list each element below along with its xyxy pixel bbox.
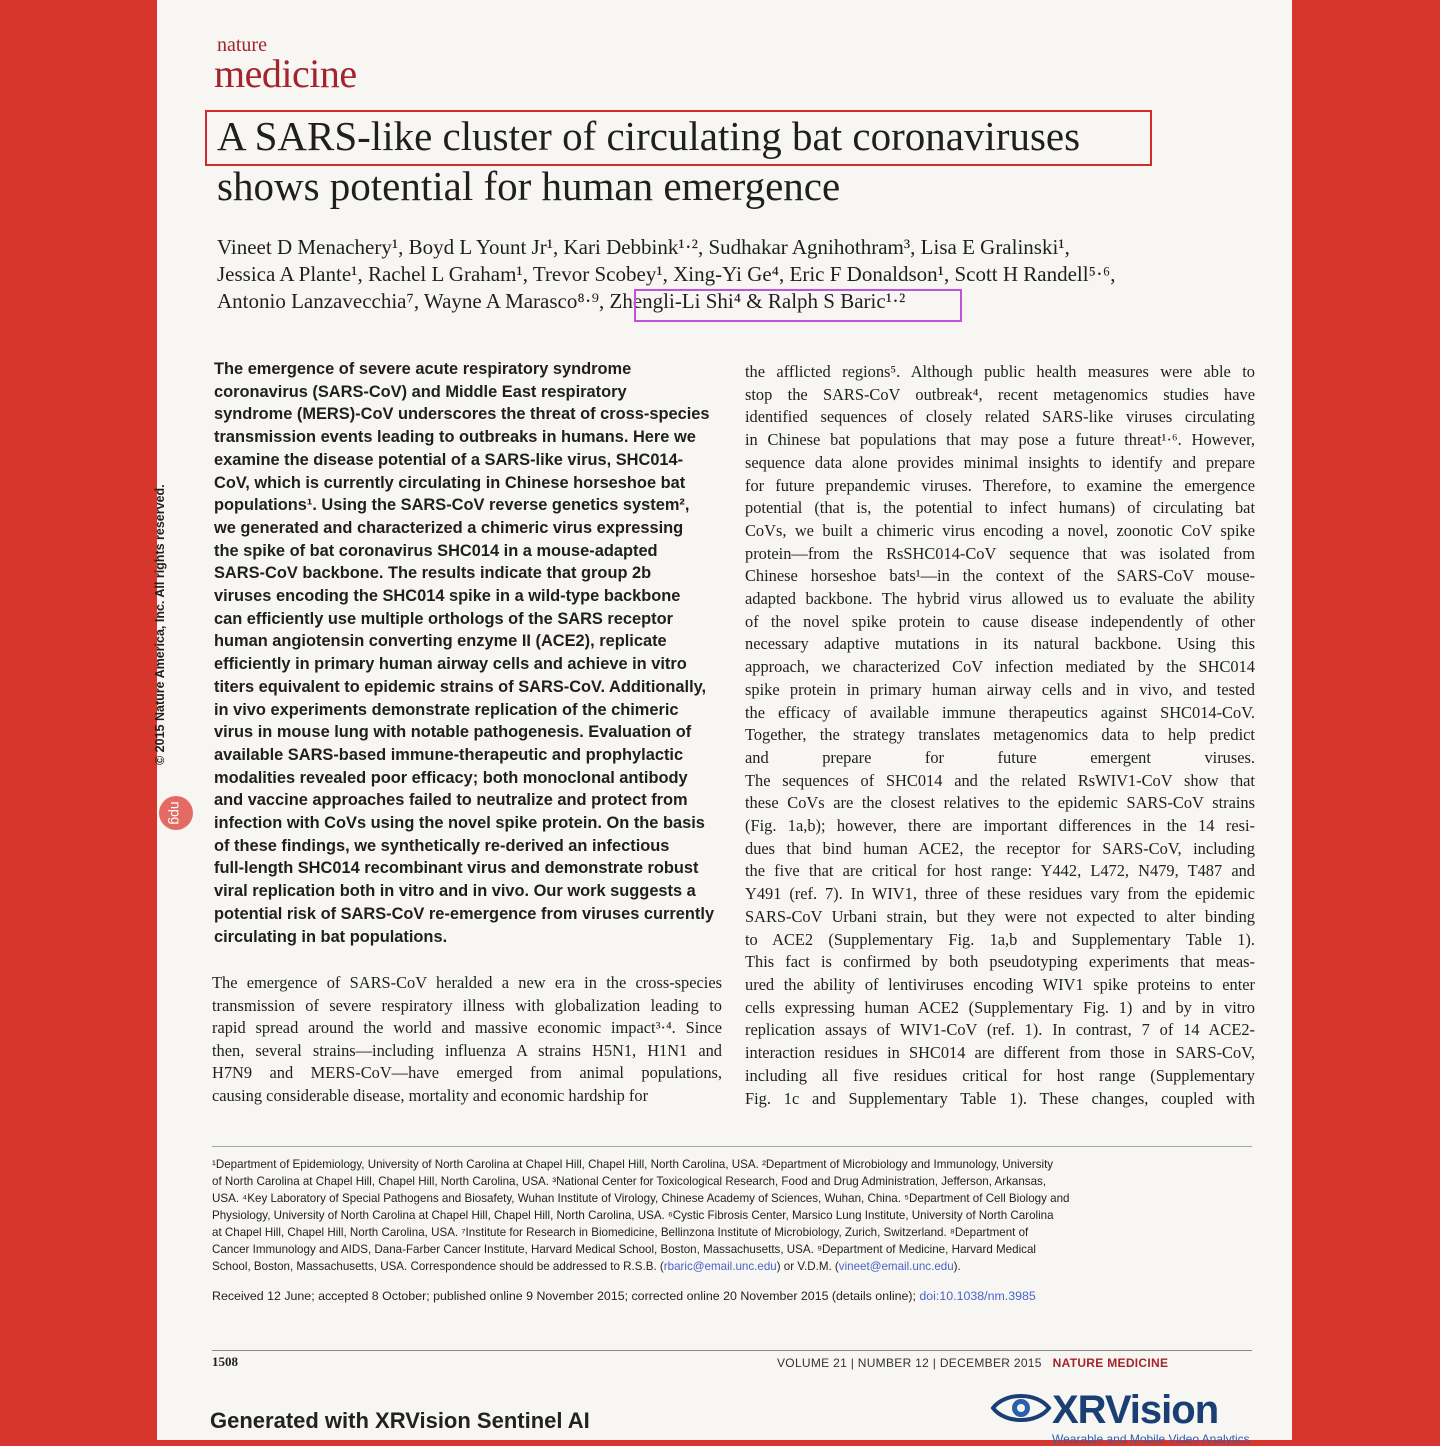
body-line: these CoVs are the closest relatives to the epidemic SARS-CoV strains [745,793,1255,813]
affiliation-line: Cancer Immunology and AIDS, Dana-Farber Cancer Institute, Harvard Medical School, Boston, Massachusetts, USA. ⁹Department of Medicine, Harvard Medical [212,1243,1036,1257]
abstract-line: available SARS-based immune-therapeutic and prophylactic [214,745,684,764]
abstract-line: can efficiently use multiple orthologs of the SARS receptor [214,609,674,628]
body-line: SARS-CoV Urbani strain, but they were not expected to alter binding [745,906,1255,926]
abstract-line: the spike of bat coronavirus SHC014 in a mouse-adapted [214,541,658,560]
body-line: the five that are critical for host range: Y442, L472, N479, T487 and [745,861,1255,881]
body-line: Y491 (ref. 7). In WIV1, three of these residues vary from the epidemic [745,884,1255,904]
copyright-text: © 2015 Nature America, Inc. All rights reserved. [153,484,167,765]
email-link-2[interactable]: vineet@email.unc.edu [838,1260,954,1273]
abstract-line: populations¹. Using the SARS-CoV reverse genetics system², [214,496,690,515]
abstract-line: efficiently in primary human airway cells and achieve in vitro [214,655,687,674]
abstract-line: modalities revealed poor efficacy; both monoclonal antibody [214,768,688,787]
body-line: of the novel spike protein to cause disease independently of other [745,611,1255,631]
affiliation-line: at Chapel Hill, Chapel Hill, North Carolina, USA. ⁷Institute for Research in Biomedicine, Bellinzona Institute of Microbiology, Zurich, Switzerland. ⁸Department of [212,1226,1029,1240]
page-number: 1508 [212,1354,238,1369]
abstract-line: circulating in bat populations. [214,927,448,946]
abstract-line: virus in mouse lung with notable pathogenesis. Evaluation of [214,723,692,742]
abstract-line: of these findings, we synthetically re-derived an infectious [214,836,670,855]
body-line: approach, we characterized CoV infection mediated by the SHC014 [745,657,1255,677]
body-left-column [212,972,722,1108]
body-line: The sequences of SHC014 and the related RsWIV1-CoV show that [745,770,1255,790]
journal-logo-nature: nature [217,34,267,56]
author-highlight-box [634,289,962,322]
affiliation-line: of North Carolina at Chapel Hill, Chapel Hill, North Carolina, USA. ³National Center for Toxicological Research, Food and Drug Administration, Jefferson, Arkansas, [212,1175,1047,1189]
abstract-line: examine the disease potential of a SARS-like virus, SHC014- [214,450,684,469]
body-line: necessary adaptive mutations in its natural backbone. Using this [745,634,1255,654]
body-line: rapid spread around the world and massive economic impact³·⁴. Since [212,1018,722,1038]
body-line: adapted backbone. The hybrid virus allowed us to evaluate the ability [745,589,1255,609]
abstract-line: SARS-CoV backbone. The results indicate that group 2b [214,564,652,583]
body-line: causing considerable disease, mortality and economic hardship for [212,1085,649,1105]
author-line-3-start: Antonio Lanzavecchia⁷, Wayne A Marasco⁸·⁹, [217,289,610,313]
body-line: (Fig. 1a,b); however, there are important differences in the 14 resi- [745,816,1255,836]
abstract-line: infection with CoVs using the novel spike protein. On the basis [214,814,705,833]
email-link-1[interactable]: rbaric@email.unc.edu [663,1260,777,1273]
body-line: the efficacy of available immune therapeutics against SHC014-CoV. [745,702,1255,722]
body-line: The emergence of SARS-CoV heralded a new era in the cross-species [212,973,722,992]
abstract-line: viruses encoding the SHC014 spike in a wild-type backbone [214,587,681,606]
body-line: potential (that is, the potential to infect humans) of circulating bat [745,498,1255,518]
affiliation-line: USA. ⁴Key Laboratory of Special Pathogens and Biosafety, Wuhan Institute of Virology, Chinese Academy of Sciences, Wuhan, China. ⁵Department of Cell Biology and [212,1192,1070,1206]
received-dates [212,1289,1036,1303]
body-line: cells expressing human ACE2 (Supplementary Fig. 1) and by in vitro [745,997,1255,1017]
abstract-line: and vaccine approaches failed to neutralize and protect from [214,791,688,810]
abstract-line: titers equivalent to epidemic strains of SARS-CoV. Additionally, [214,677,707,696]
abstract-line: full-length SHC014 recombinant virus and demonstrate robust [214,859,699,878]
body-line: then, several strains—including influenza A strains H5N1, H1N1 and [212,1040,722,1060]
abstract-line: we generated and characterized a chimeric virus expressing [214,518,684,537]
body-line: including all five residues critical for host range (Supplementary [745,1065,1255,1085]
affiliation-last-middle: ) or V.D.M. ( [776,1260,839,1273]
affiliations [212,1156,1252,1259]
body-line: the afflicted regions⁵. Although public health measures were able to [745,362,1255,381]
npg-logo: npg [159,796,193,830]
abstract-line: in vivo experiments demonstrate replication of the chimeric [214,700,679,719]
received-text: Received 12 June; accepted 8 October; published online 9 November 2015; corrected online 20 November 2015 (details online); [212,1289,920,1303]
generated-watermark: Generated with XRVision Sentinel AI [210,1408,590,1433]
body-line: Together, the strategy translates metagenomics data to help predict [745,725,1255,745]
article-title-line1: A SARS-like cluster of circulating bat coronaviruses [217,113,1081,159]
abstract-line: CoV, which is currently circulating in Chinese horseshoe bat [214,473,686,492]
footnote-rule [212,1146,1252,1147]
xrvision-brand: XRVision [1052,1388,1219,1432]
author-line-3-highlight: Zhengli-Li Shi⁴ & Ralph S Baric¹·² [609,289,906,313]
affiliation-last-prefix: School, Boston, Massachusetts, USA. Correspondence should be addressed to R.S.B. ( [212,1260,664,1273]
article-title-line2: shows potential for human emergence [217,163,841,209]
body-line: transmission of severe respiratory illness with globalization leading to [212,995,722,1015]
body-line: This fact is confirmed by both pseudotyping experiments that meas- [745,952,1255,972]
author-line-2: Jessica A Plante¹, Rachel L Graham¹, Trevor Scobey¹, Xing-Yi Ge⁴, Eric F Donaldson¹, Scott H Randell⁵·⁶, [217,262,1116,286]
abstract-line: transmission events leading to outbreaks in humans. Here we [214,428,696,447]
author-line-1: Vineet D Menachery¹, Boyd L Yount Jr¹, Kari Debbink¹·², Sudhakar Agnihothram³, Lisa E Gralinski¹, [217,235,1070,259]
paper-page [153,0,1292,1446]
body-line: CoVs, we built a chimeric virus encoding a novel, zoonotic CoV spike [745,520,1255,540]
abstract-line: The emergence of severe acute respiratory syndrome [214,360,632,378]
doi-link[interactable]: doi:10.1038/nm.3985 [919,1289,1036,1303]
xrvision-eye-icon [991,1390,1051,1426]
abstract-line: syndrome (MERS)-CoV underscores the threat of cross-species [214,405,710,424]
abstract-line: human angiotensin converting enzyme II (ACE2), replicate [214,632,667,651]
body-line: protein—from the RsSHC014-CoV sequence that was isolated from [745,543,1255,563]
body-line: H7N9 and MERS-CoV—have emerged from animal populations, [212,1063,722,1083]
affiliation-last-line [212,1258,1252,1275]
abstract-line: potential risk of SARS-CoV re-emergence from viruses currently [214,904,715,923]
body-line: replication assays of WIV1-CoV (ref. 1). In contrast, 7 of 14 ACE2- [745,1020,1255,1040]
body-line: sequence data alone provides minimal insights to identify and prepare [745,452,1255,472]
body-line: and prepare for future emergent viruses. [745,747,1255,767]
abstract-line: viral replication both in vitro and in vivo. Our work suggests a [214,882,696,901]
abstract-line: coronavirus (SARS-CoV) and Middle East respiratory [214,382,627,401]
title-highlight-box [205,110,1152,166]
footer-rule [212,1350,1252,1351]
body-line: for future prepandemic viruses. Therefore, to examine the emergence [745,475,1255,495]
abstract [214,358,719,948]
body-line: interaction residues in SHC014 are different from those in SARS-CoV, [745,1043,1255,1063]
body-line: spike protein in primary human airway cells and in vivo, and tested [745,679,1255,699]
issue-text: VOLUME 21 | NUMBER 12 | DECEMBER 2015 [777,1356,1042,1370]
affiliation-line: ¹Department of Epidemiology, University of North Carolina at Chapel Hill, Chapel Hill, North Carolina, USA. ²Department of Microbiology and Immunology, University [212,1158,1054,1171]
body-line: dues that bind human ACE2, the receptor for SARS-CoV, including [745,838,1255,858]
affiliation-line: Physiology, University of North Carolina at Chapel Hill, Chapel Hill, North Carolina, USA. ⁶Cystic Fibrosis Center, Marsico Lung Institute, University of North Carolina [212,1209,1054,1223]
body-line: Chinese horseshoe bats¹—in the context of the SARS-CoV mouse- [745,566,1255,586]
body-line: in Chinese bat populations that may pose a future threat¹·⁶. However, [745,430,1255,450]
body-line: identified sequences of closely related SARS-like viruses circulating [745,407,1255,427]
footer-journal: NATURE MEDICINE [1052,1356,1169,1370]
body-line: to ACE2 (Supplementary Fig. 1a,b and Supplementary Table 1). [745,929,1255,949]
body-line: stop the SARS-CoV outbreak⁴, recent metagenomics studies have [745,384,1255,404]
journal-logo-medicine: medicine [214,51,357,96]
body-line: ured the ability of lentiviruses encoding WIV1 spike proteins to enter [745,974,1255,994]
body-line: Fig. 1c and Supplementary Table 1). These changes, coupled with [745,1088,1255,1108]
copyright-sidebar [153,395,187,765]
body-right-column [745,361,1255,1110]
xrvision-tagline: Wearable and Mobile Video Analytics [1052,1432,1250,1446]
affiliation-last-suffix: ). [953,1260,961,1273]
issue-info [777,1356,1168,1370]
